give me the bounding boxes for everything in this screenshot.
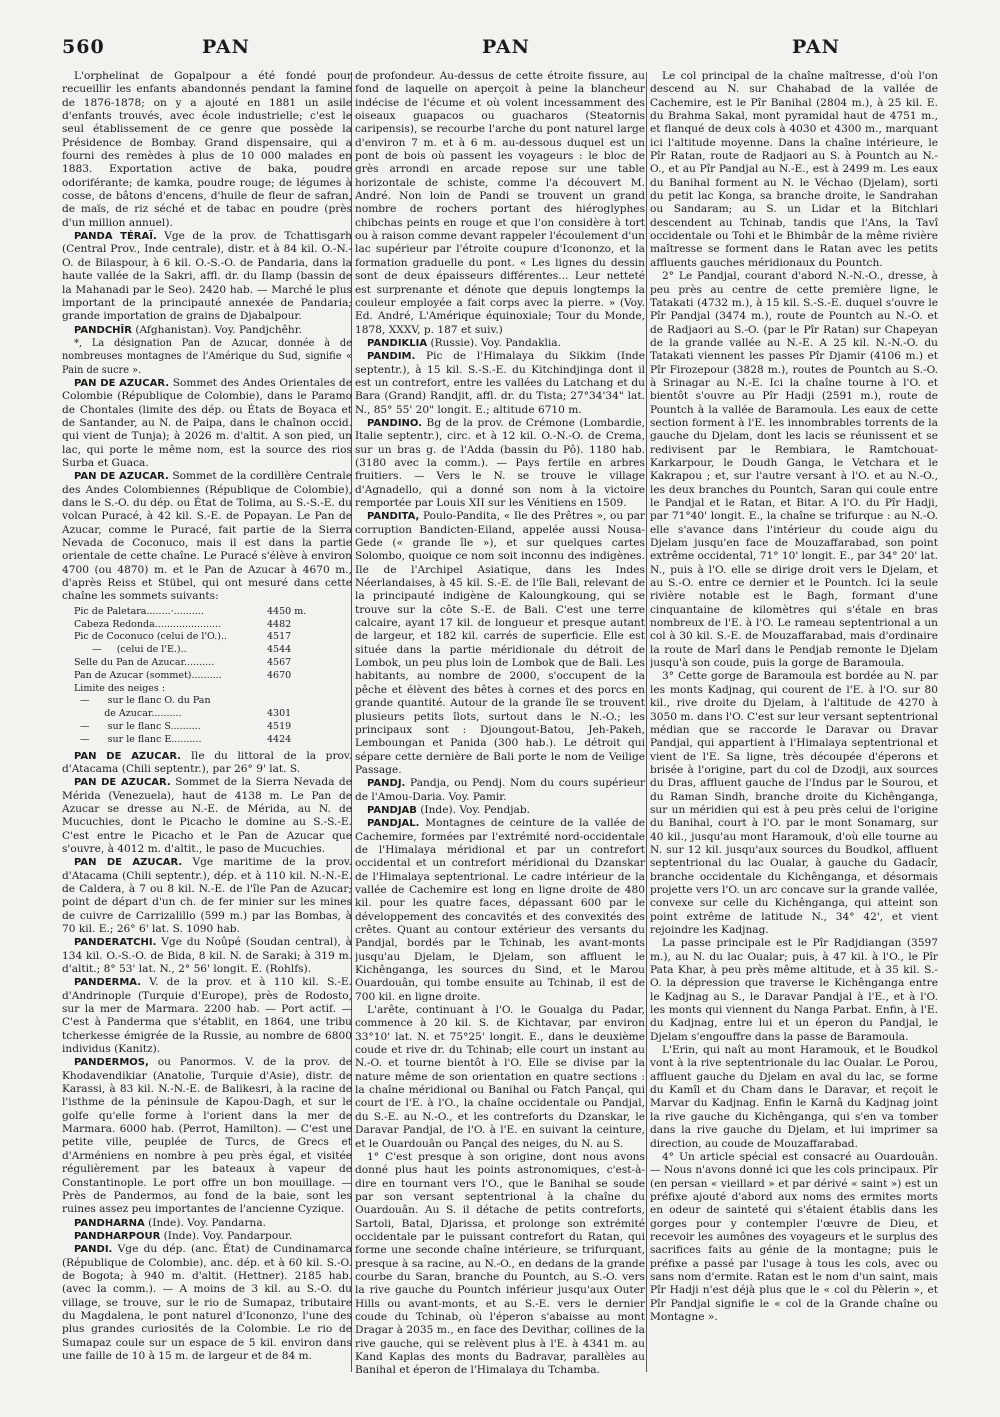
dictionary-entry	[62, 470, 352, 603]
table-cell-value: 4519	[267, 720, 292, 732]
dictionary-entry	[62, 1056, 352, 1216]
paragraph: 2° Le Pandjal, courant d'abord N.-N.-O., dresse, à peu près au centre de cette première ligne, le Tatakati (4732 m.), à 15 kil. S.-S.-E. duquel s'ouvre le Pîr Pandjal (3474 m.), route de Pountch au N.-O. et de Radjaori au S.-O. (par le Pîr Ratan) sur Chapeyan de la grande vallée au N.-E. A 25 kil. N.-N.-O. du Tatakati viennent les passes Pîr Djamir (4106 m.) et Pîr Firozepour (3828 m.), routes de Pountch au S.-O. à Srinagar au N.-E. Ici la chaîne tourne à l'O. et bientôt s'ouvre au Pîr Hadji (2591 m.), route de Pountch à la vallée de Baramoula. Les eaux de cette section forment à l'E. les innombrables torrents de la gauche du Djelam, dont les lacis se réunissent et se redivisent par le Rembiara, le Ramtchouat-Karkarpour, le Doudh Ganga, le Vetchara et le Kakrapou ; et, sur l'autre versant à l'O. et au N.-O., les deux branches du Pountch, Saran qui coule entre le Pandjal et le Ratan, et Bitar. A l'O. du Pîr Hadji, par 71°40' longit. E., la chaîne se trifurque : au N.-O. elle s'avance dans l'intérieur du coude aigu du Djelam jusqu'en face de Mouzaffarabad, son point extrême occidental, 71° 10' longit. E., par 34° 20' lat. N., puis à l'O. elle se dirige droit vers le Djelam, et au S.-O. entre ce dernier et le Pountch. Ici la seule rivière notable est le Bagh, formant d'une cinquantaine de kilomètres qui s'étale en bras nombreux de l'E. à l'O. Le rameau septentrional a un col à 30 kil. S.-E. de Mouzaffarabad, mais d'ordinaire la route de Marî dans le Pendjab remonte le Djelam jusqu'à son coude, puis la gorge de Baramoula.	[650, 270, 938, 670]
table-cell-value: 4424	[267, 733, 292, 745]
dictionary-entry	[62, 976, 352, 1056]
paragraph: L'Erin, qui naît au mont Haramouk, et le Boudkol vont à la rive septentrionale du lac Oualar. Le Porou, affluent gauche du Djelam en aval du lac, se forme du Kamîl et du Cham dans le Daravar, et reçoit le Marvar du Kadjnag. Enfin le Karnâ du Kadjnag joint la rive gauche du Kichênganga, qui s'en va tomber dans la rive gauche du Djelam, et lui imprimer sa direction, au coude de Mouzaffarabad.	[650, 1044, 938, 1150]
running-headword-center: PAN	[482, 36, 531, 58]
entry-text: Vge maritime de la prov. d'Atacama (Chili septentr.), dép. et à 110 kil. N.-N.-E. de Caldera, à 7 ou 8 kil. N.-E. de l'île Pan de Azucar; point de départ d'un ch. de fer minier sur les mines de cuivre de Carrizalillo (599 m.) par las Bombas, à 70 kil. E.; 26° 6' lat. S. 1090 hab.	[62, 856, 352, 935]
entry-text: Pic de l'Himalaya du Sikkim (Inde septentr.), à 15 kil. S.-S.-E. du Kitchindjinga dont il est un contrefort, entre les vallées du Latchang et du Bara (Grand) Randjit, affl. dr. du Tista; 27°34'34" lat. N., 85° 55' 20" longit. E.; altitude 6710 m.	[355, 350, 645, 416]
table-cell-value: 4544	[267, 644, 292, 656]
entry-text: Poulo-Pandita, « Ile des Prêtres », ou par corruption Bandicten-Eiland, appelée aussi Nousa-Gede (« grande île »), et sur quelques cartes Solombo, quoique ce nom soit inconnu des indigènes. Ile de l'Archipel Asiatique, dans les Indes Néerlandaises, à 45 kil. S.-E. de l'île Bali, relevant de la principauté indigène de Kaloungkoung, qui se trouve sur la côte S.-E. de Bali. C'est une terre calcaire, ayant 17 kil. de longueur et presque autant de largeur, et 182 kil. carrés de superficie. Elle est située dans la partie méridionale du détroit de Lombok, un peu plus loin de Lombok que de Bali. Les habitants, au nombre de 2000, s'occupent de la pêche et élèvent des bêtes à cornes et des porcs en grande quantité. Autour de la grande île se trouvent plusieurs petits îlots, surtout dans le N.-O.; les principaux sont : Djoungout-Batou, Jeh-Pakeh, Lemboungan et Panida (300 hab.). Le détroit qui sépare cette dernière de Bali porte le nom de Veilige Passage.	[355, 510, 645, 776]
entry-headword: PANDJAB	[367, 804, 417, 816]
paragraph: Le col principal de la chaîne maîtresse, d'où l'on descend au N. sur Chahabad de la vallée de Cachemire, est le Pîr Banihal (2804 m.), à 25 kil. E. du Brahma Sakal, mont pyramidal haut de 4751 m., et flanqué de deux cols à 4030 et 4300 m., marquant ici l'altitude moyenne. Dans la chaîne intérieure, le Pîr Ratan, route de Radjaori au S. à Pountch au N.-O., et au Pîr Pandjal au N.-E., est à 2499 m. Les eaux du Banihal forment au N. le Véchao (Djelam), sorti du petit lac Konga, sa branche droite, le Sandrahan ou Sandaram; au S. un Lidar et la Bitchlari descendent au Tchinab, tandis que l'Ans, la Tavî occidentale ou Tohi et le Bhimbâr de la même rivière maîtresse se forment dans le Ratan avec les petits affluents gauches méridionaux du Pountch.	[650, 70, 938, 269]
paragraph: L'orphelinat de Gopalpour a été fondé pour recueillir les enfants abandonnés pendant la famine de 1876-1878; on y a ajouté en 1881 un asile d'enfants trouvés, avec école industrielle; c'est le seul établissement de ce genre que possède la Présidence de Bombay. Grand dispensaire, qui a fourni des remèdes à plus de 10 000 malades en 1883. Exportation active de baka, poudre odoriférante; de kamka, poudre rouge; de légumes à cosse, de bâtons d'encens, d'huile de fleur de safran, de maïs, de riz séché et de tabac en poudre (près d'un million annuel).	[62, 70, 352, 229]
editorial-note: *, La désignation Pan de Azucar, donnée à de nombreuses montagnes de l'Amérique du Sud, signifie « Pain de sucre ».	[62, 337, 352, 376]
entry-text: ou Panormos. V. de la prov. de Khodavendikiar (Anatolie, Turquie d'Asie), distr. de Karassi, à 83 kil. N.-N.-E. de Balikesri, à la racine de l'isthme de la péninsule de Kapou-Dagh, et sur le golfe qu'elle forme à l'orient dans la mer de Marmara. 6000 hab. (Perrot, Hamilton). — C'est une petite ville, peuplée de Turcs, de Grecs et d'Arméniens en nombre à peu près égal, et visitée régulièrement par les bateaux à vapeur de Constantinople. Le port offre un bon mouillage. — Près de Pandermos, au fond de la baie, sont les ruines assez peu importantes de l'ancienne Cyzique.	[62, 1056, 352, 1216]
page-number: 560	[62, 36, 105, 58]
table-cell-value	[267, 683, 352, 696]
entry-text: Montagnes de ceinture de la vallée de Cachemire, formées par l'extrémité nord-occidentale de l'Himalaya méridional et par un contrefort occidental et un contrefort méridional du Dzanskar de l'Himalaya septentrional. Le cadre intérieur de la vallée de Cachemire est long en ligne droite de 480 kil. pour les quatre faces, dépassant 600 par le développement des concavités et des convexités des crêtes. Quant au contour extérieur des versants du Pandjal, bordés par le Tchinab, les avant-monts jusqu'au Djelam, le Djelam, son affluent le Kichênganga, les sources du Sind, et le Marou Ouardouân, qui tombe ensuite au Tchinab, il est de 700 kil. en ligne droite.	[355, 817, 645, 1003]
dictionary-entry	[355, 817, 645, 1004]
paragraph: 3° Cette gorge de Baramoula est bordée au N. par les monts Kadjnag, qui courent de l'E. à l'O. sur 80 kil., rive droite du Djelam, à l'altitude de 4270 à 3050 m. dans l'O. C'est sur leur versant septentrional médian que se raccorde le Daravar ou Dravar Pandjal, qui appartient à l'Himalaya septentrional et vient de l'E. Sa ligne, très découpée d'éperons et brisée à l'origine, part du col de Dzodji, aux sources du Dras, affluent gauche de l'Indus par le Sourou, et du Raman Sindh, branche droite du Kichênganga, sur un méridien qui est à peu près celui de l'origine du Banihal, court à l'O. par le mont Sonamarg, sur 40 kil., jusqu'au mont Haramouk, d'où elle tourne au N. sur 12 kil. jusqu'aux sources du Boudkol, affluent septentrional du lac Oualar, à gauche du Gadacîr, branche occidentale du Kichênganga, et désormais projette vers l'O. un arc concave sur la grande vallée, convexe sur celle du Kichênganga, qui atteint son point extrême de latitude N., 34° 42', et vient rejoindre les Kadjnag.	[650, 670, 938, 936]
entry-text: Vge du Noûpé (Soudan central), à 134 kil. O.-S.-O. de Bida, 8 kil. N. de Saraki; à 319 m. d'altit.; 8° 53' lat. N., 2° 56' longit. E. (Rohlfs).	[62, 936, 352, 976]
dictionary-entry	[62, 776, 352, 856]
entry-headword: PAN DE AZUCAR.	[74, 377, 170, 389]
entry-text: (Inde). Voy. Pandarpour.	[163, 1229, 293, 1242]
table-row	[62, 695, 352, 708]
table-cell-value: 4670	[267, 669, 292, 681]
table-cell-name: Limite des neiges :	[74, 682, 166, 694]
table-row	[62, 721, 352, 734]
text-column-3	[650, 70, 938, 1380]
entry-text: (Russie). Voy. Pandaklia.	[430, 336, 561, 349]
entry-text: Sommet de la Sierra Nevada de Mérida (Venezuela), haut de 4138 m. Le Pan de Azucar se dresse au N.-E. de Mérida, au N. de Mucuchies, dont le Picacho le domine au S.-S.-E. C'est entre le Picacho et le Pan de Azucar que s'ouvre, à 4012 m. d'altit., le paso de Mucuchies.	[62, 776, 352, 855]
dictionary-entry	[62, 324, 352, 337]
page-header	[62, 36, 938, 62]
entry-headword: PANDHARPOUR	[74, 1230, 161, 1242]
entry-headword: PANDERMA.	[74, 977, 142, 989]
entry-text: Sommet de la cordillère Centrale des Andes Colombiennes (République de Colombie), dans le S.-O. du dép. ou État de Tolima, au S.-S.-E. du volcan Puracé, à 42 kil. S.-E. de Popayan. Le Pan de Azucar, comme le Puracé, fait partie de la Sierra Nevada de Coconuco, mais il est dans la partie orientale de cette chaîne. Le Puracé s'élève à environ 4700 (ou 4870) m. et le Pan de Azucar à 4670 m., d'après Reiss et Stübel, qui ont mesuré dans cette chaîne les sommets suivants:	[62, 470, 352, 603]
table-cell-name: — sur le flanc S..........	[74, 720, 201, 732]
entry-headword: PANDCHÎR	[74, 324, 132, 336]
table-row	[62, 670, 352, 683]
table-cell-value: 4517	[267, 631, 292, 643]
column-divider	[646, 72, 647, 1372]
table-cell-name: — (celui de l'E.)..	[74, 644, 187, 656]
paragraph: L'arête, continuant à l'O. le Goualga du Padar, commence à 20 kil. S. de Kichtavar, par environ 33°10' lat. N. et 75°25' longit. E., dans le deuxième coude et rive dr. du Tchinab; elle court un instant au N.-O. et tourne bientôt à l'O. Elle se divise par la nature même de son orientation en quatre sections : la chaîne méridional ou Banihal ou Fatch Pançal, qui court de l'E. à l'O., la chaîne occidentale ou Pandjal, du S.-E. au N.-O., et les contreforts du Dzanskar, le Daravar Pandjal, de l'O. à l'E. en suivant la ceinture, et le Ouardouân ou Pançal des neiges, du N. au S.	[355, 1004, 645, 1150]
dictionary-entry	[62, 856, 352, 936]
table-row	[62, 606, 352, 619]
entry-headword: PANDJAL.	[367, 818, 420, 830]
dictionary-entry	[355, 350, 645, 417]
entry-headword: PAN DE AZUCAR.	[74, 750, 182, 762]
table-cell-value: 4450 m.	[267, 605, 307, 617]
entry-text: Vge du dép. (anc. État) de Cundinamarca (République de Colombie), anc. dép. et à 60 kil. S.-O. de Bogota; à 940 m. d'altit. (Hettner). 2185 hab. (avec la comm.). — A moins de 3 kil. au S.-O. du village, se trouve, sur le rio de Sumapaz, tributaire du Magdalena, le pont naturel d'Icononzo, l'une des plus grandes curiosités de la Colombie. Le rio de Sumapaz coule sur un espace de 5 kil. environ dans une faille de 10 à 15 m. de largeur et de 84 m.	[62, 1243, 352, 1362]
table-row	[62, 708, 352, 721]
paragraph: 4° Un article spécial est consacré au Ouardouân. — Nous n'avons donné ici que les cols principaux. Pîr (en persan « vieillard » et par dérivé « saint ») est un préfixe ajouté d'abord aux noms des ermites morts en odeur de sainteté qui s'étaient établis dans les gorges pour y contempler l'œuvre de Dieu, et recevoir les aumônes des voyageurs et le surplus des sacrifices faits au génie de la montagne; puis le préfixe a passé par l'usage à tous les cols, avec ou sans nom d'ermite. Ratan est le nom d'un saint, mais Pîr Hadji n'est déjà plus que le « col du Pèlerin », et Pîr Pandjal signifie le « col de la Grande chaîne ou Montagne ».	[650, 1150, 938, 1323]
dictionary-entry	[62, 1243, 352, 1363]
dictionary-entry	[62, 936, 352, 976]
dictionary-entry	[62, 1230, 352, 1243]
dictionary-entry	[355, 777, 645, 804]
table-cell-name: Pic de Coconuco (celui de l'O.)..	[74, 631, 228, 643]
paragraph: La passe principale est le Pîr Radjdiangan (3597 m.), au N. du lac Oualar; puis, à 47 kil. à l'O., le Pîr Pata Khar, à peu près même altitude, et à 35 kil. S.-O. la dépression que traverse le Kichênganga entre le Kadjnag au S., le Daravar Pandjal à l'E., et à l'O. les monts qui viennent du Nanga Parbat. Enfin, à l'E. du Kadjnag, entre lui et un éperon du Pandjal, le Djelam s'engouffre dans la passe de Baramoula.	[650, 937, 938, 1043]
table-cell-name: Pan de Azucar (sommet)..........	[74, 669, 222, 681]
entry-text: Vge de la prov. de Tchattisgarh (Central Prov., Inde centrale), distr. et à 84 kil. O.-N.-O. de Bilaspour, à 6 kil. O.-S.-O. de Pandaria, dans la haute vallée de la Sakri, affl. dr. du Ilamp (bassin de la Mahanadi par le Seo). 2420 hab. — Marché le plus important de la principauté annexée de Pandaria; grande importation de grains de Djabalpour.	[62, 230, 352, 323]
entry-headword: PANDHARNA	[74, 1217, 145, 1229]
running-headword-left: PAN	[202, 36, 251, 58]
table-cell-value	[267, 695, 352, 708]
altitude-table	[62, 606, 352, 747]
dictionary-entry	[355, 804, 645, 817]
entry-text: (Inde). Voy. Pendjab.	[420, 803, 530, 816]
entry-text: (Inde). Voy. Pandarna.	[148, 1216, 267, 1229]
entry-headword: PANDA TÉRAÏ.	[74, 231, 157, 243]
dictionary-entry	[62, 750, 352, 777]
entry-headword: PANDIKLIA	[367, 337, 428, 349]
table-cell-name: — sur le flanc O. du Pan	[74, 695, 211, 707]
entry-headword: PANDERMOS,	[74, 1057, 149, 1069]
table-cell-value: 4482	[267, 618, 292, 630]
table-cell-name: Pic de Paletara........·..........	[74, 605, 204, 617]
entry-headword: PANDJ.	[367, 778, 406, 790]
entry-text: V. de la prov. et à 110 kil. S.-E. d'Andrinople (Turquie d'Europe), près de Rodosto, sur la mer de Marmara. 2200 hab. — Port actif. — C'est à Panderma que s'établit, en 1864, une tribu tcherkesse émigrée de la Russie, au nombre de 6800 individus (Kanitz).	[62, 976, 352, 1056]
table-row	[62, 657, 352, 670]
dictionary-entry	[62, 230, 352, 323]
entry-text: (Afghanistan). Voy. Pandjchêhr.	[135, 323, 303, 336]
table-row	[62, 734, 352, 747]
entry-headword: PANDIM.	[367, 351, 416, 363]
table-cell-value: 4301	[267, 708, 292, 720]
entry-headword: PANDERATCHI.	[74, 937, 157, 949]
table-row	[62, 644, 352, 657]
entry-headword: PANDINO.	[367, 417, 422, 429]
dictionary-entry	[62, 1217, 352, 1230]
paragraph: 1° C'est presque à son origine, dont nous avons donné plus haut les points astronomiques, c'est-à-dire en tournant vers l'O., que le Banihal se soude par son versant septentrional à la chaîne du Ouardouân. Au S. il détache de petits contreforts, Sartoli, Batal, Djarissa, et prolonge son extrémité occidentale par le puissant contrefort du Ratan, qui forme une seconde chaîne intérieure, se trifurquant, presque à sa racine, au N.-O., en dedans de la grande courbe du Saran, branche du Pountch, au S.-O. vers la rive gauche du Pountch inférieur jusqu'aux Outer Hills ou avant-monts, et au S.-E. vers le dernier coude du Tchinab, où l'éperon s'abaisse au mont Dragar à 2035 m., en face des Devithar, collines de la rive gauche, qui se relèvent plus à l'E. à 4341 m. au Kand Kaplas des monts du Badravar, parallèles au Banihal et éperon de l'Himalaya du Tchamba.	[355, 1150, 645, 1377]
table-row	[62, 631, 352, 644]
entry-text: Bg de la prov. de Crémone (Lombardie, Italie septentr.), circ. et à 12 kil. O.-N.-O. de Crema, sur un bras g. de l'Adda (bassin du Pô). 1180 hab. (3180 avec la comm.). — Pays fertile en arbres fruitiers. — Vers le N. se trouve le village d'Agnadello, qui a donné son nom à la victoire remportée par Louis XII sur les Vénitiens en 1509.	[355, 416, 645, 509]
table-row	[62, 619, 352, 632]
table-cell-name: Cabeza Redonda......................	[74, 618, 222, 630]
text-column-2	[355, 70, 645, 1380]
entry-headword: PANDI.	[74, 1244, 113, 1256]
table-cell-name: — sur le flanc E..........	[74, 733, 202, 745]
running-headword-right: PAN	[792, 36, 841, 58]
table-cell-value: 4567	[267, 656, 292, 668]
dictionary-entry	[355, 337, 645, 350]
dictionary-entry	[355, 510, 645, 777]
table-cell-name: de Azucar..........	[74, 708, 182, 720]
entry-headword: PAN DE AZUCAR.	[74, 777, 171, 789]
entry-text: Sommet des Andes Orientales de Colombie (République de Colombie), dans le Paramo de Chontales (limite des dép. ou États de Boyaca et de Santander, au N. de Paipa, dans le chaînon occid. qui vient de Tunja); à 2026 m. d'altit. A son pied, un lac, qui porte le même nom, est la source des rios Surba et Guaca.	[62, 376, 352, 469]
entry-headword: PAN DE AZUCAR.	[74, 471, 169, 483]
entry-headword: PANDITA,	[367, 511, 420, 523]
text-column-1	[62, 70, 352, 1380]
paragraph: de profondeur. Au-dessus de cette étroite fissure, au fond de laquelle on aperçoit à peine la blancheur indécise de l'écume et où volent incessamment des oiseaux guapacos ou guacharos (Steatornis caripensis), se recourbe l'arche du pont naturel large d'environ 7 m. et à 6 m. au-dessous duquel est un pont de bois où passent les voyageurs : le bloc de grès arrondi en arcade repose sur une table horizontale de schiste, comme l'a découvert M. André. Non loin de Pandi se trouvent un grand nombre de rochers portant des hiéroglyphes chibchas peints en rouge et que l'on considère à tort ou à raison comme devant rappeler l'écoulement d'un lac supérieur par l'étroite coupure d'Icononzo, et la formation graduelle du pont. « Les lignes du dessin sont de deux épaisseurs différentes... Leur netteté est surprenante et dénote que depuis longtemps la couleur employée a fait corps avec la pierre. » (Voy. Ed. André, L'Amérique équinoxiale; Tour du Monde, 1878, XXXV, p. 187 et suiv.)	[355, 70, 645, 336]
dictionary-entry	[355, 417, 645, 510]
table-row	[62, 683, 352, 696]
entry-text: Ile du littoral de la prov. d'Atacama (Chili septentr.), par 26° 9' lat. S.	[62, 749, 352, 775]
dictionary-entry	[62, 377, 352, 470]
table-cell-name: Selle du Pan de Azucar..........	[74, 656, 215, 668]
entry-headword: PAN DE AZUCAR.	[74, 857, 183, 869]
entry-text: Pandja, ou Pendj. Nom du cours supérieur de l'Amou-Daria. Voy. Pamir.	[355, 777, 645, 803]
